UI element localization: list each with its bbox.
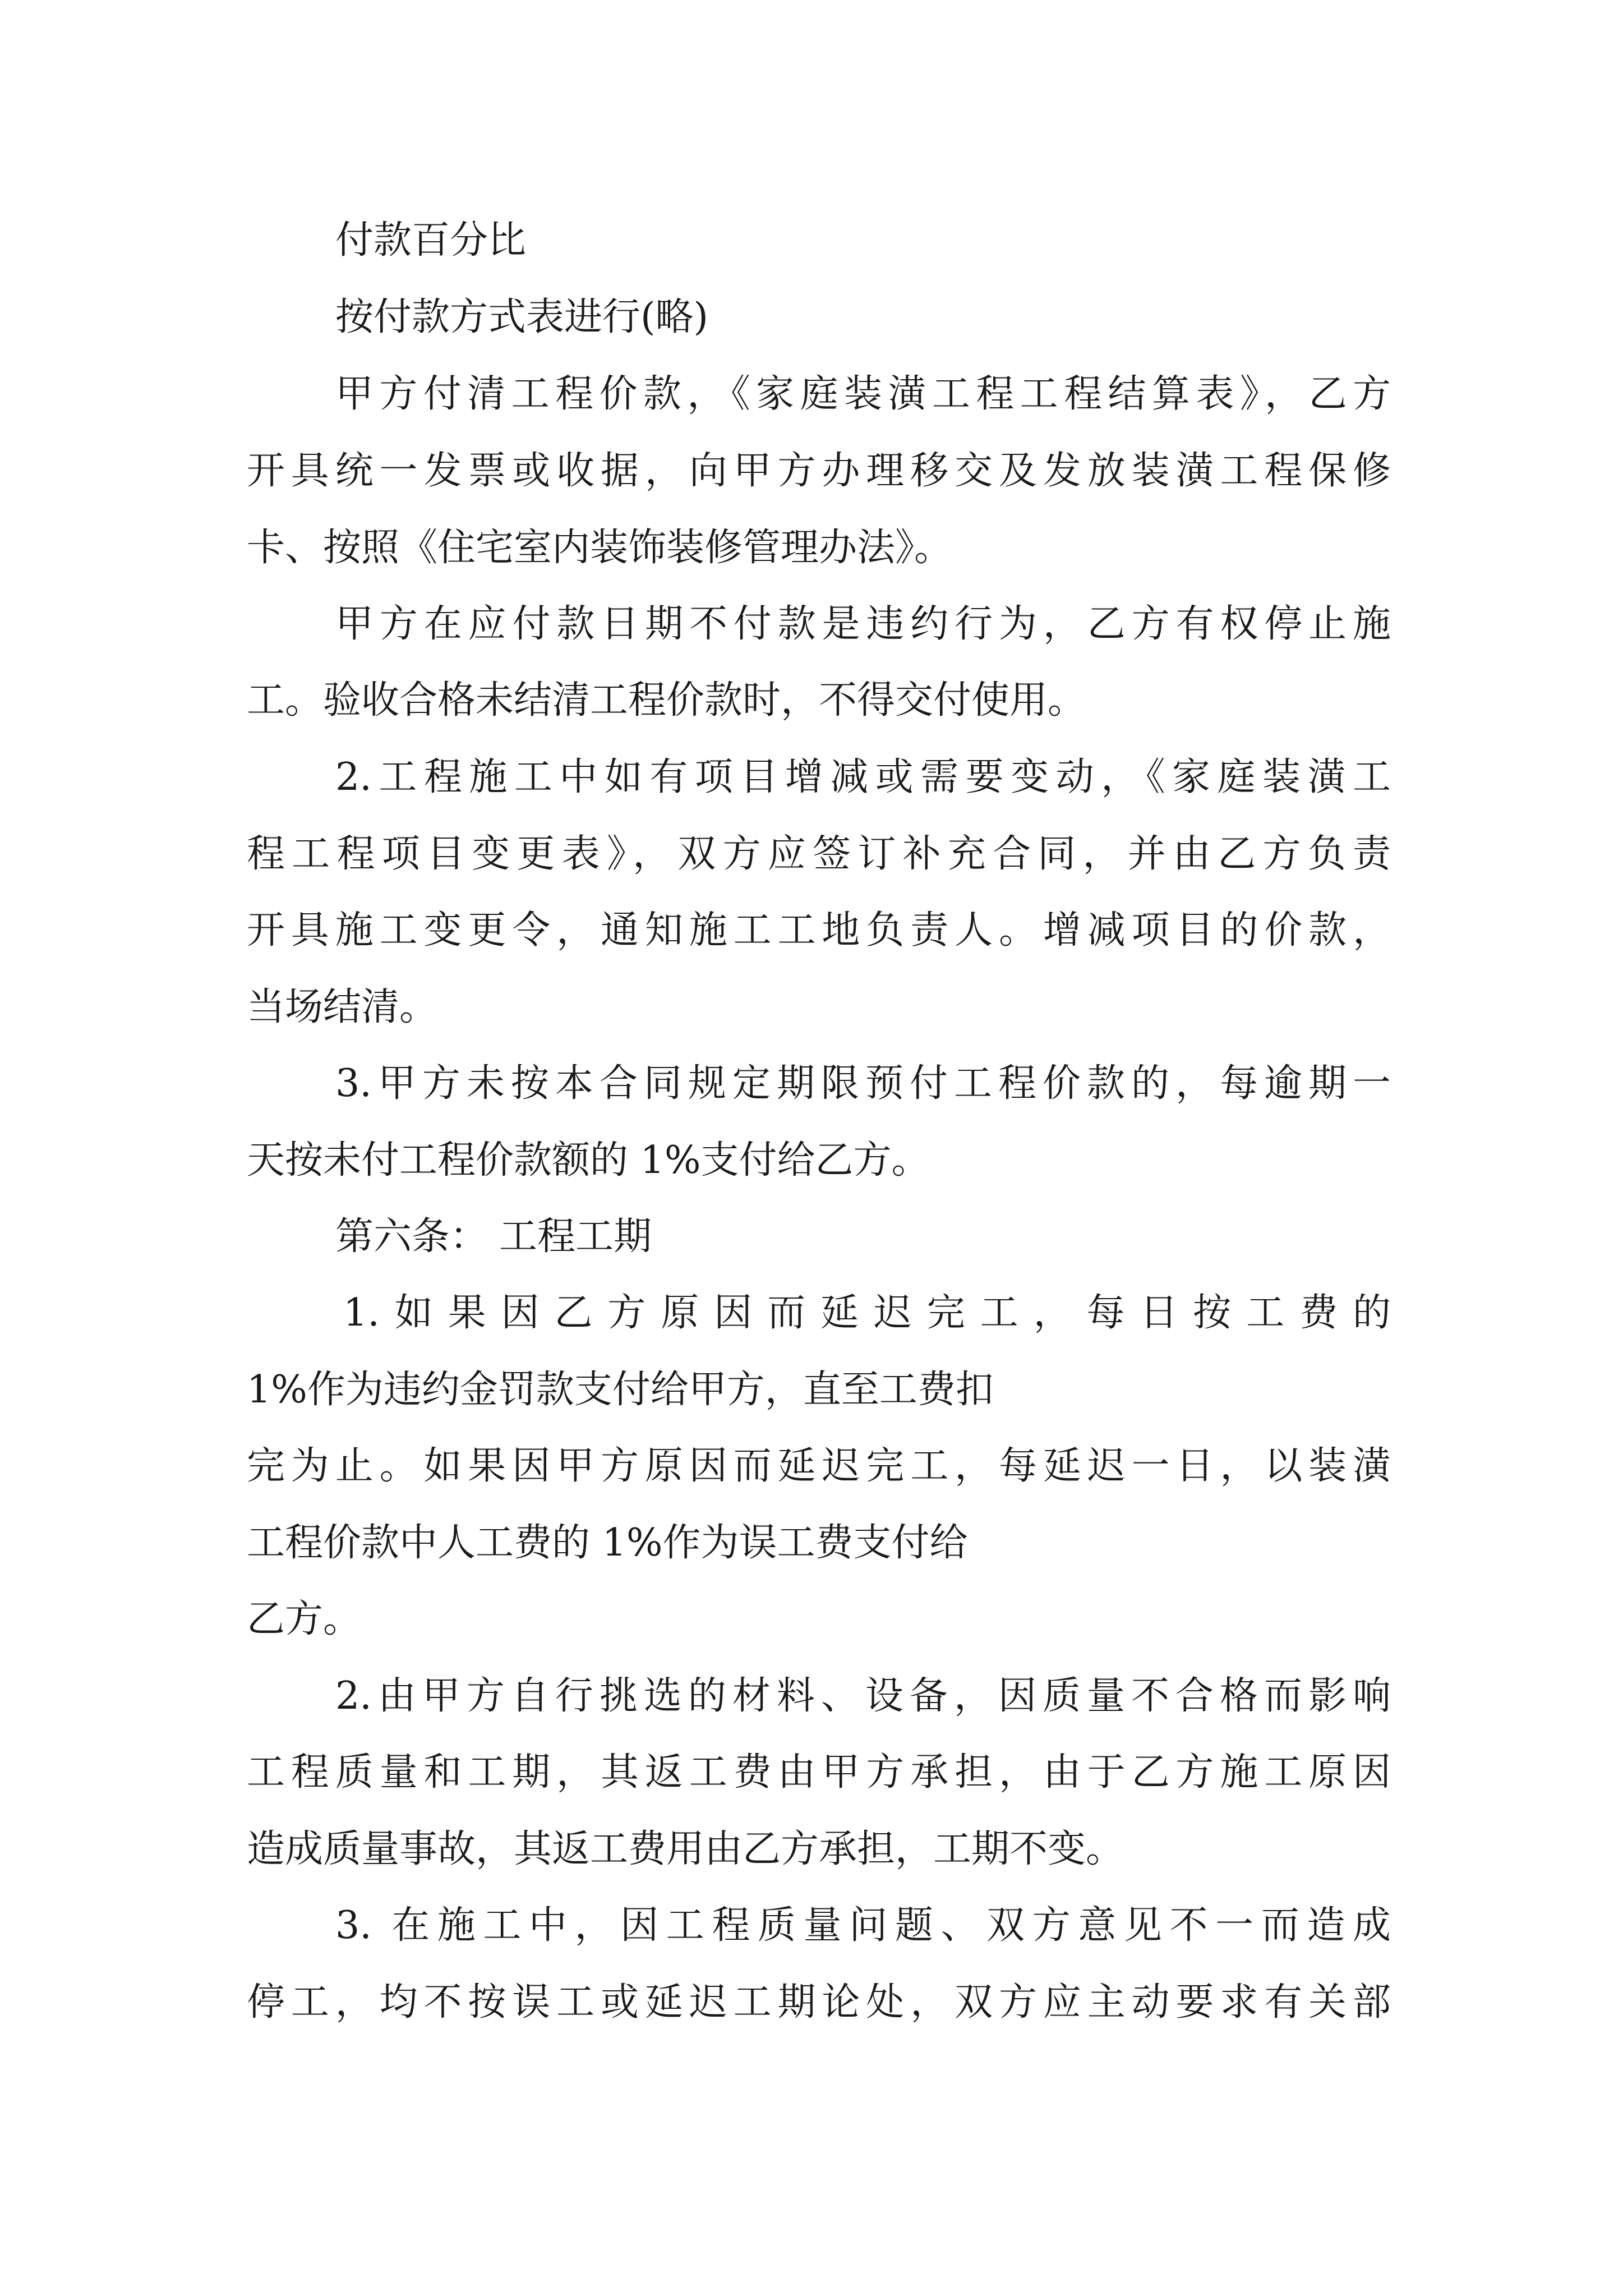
text-line: 卡、按照《住宅室内装饰装修管理办法》。 — [247, 526, 953, 570]
text-line: 3. 在施工中，因工程质量问题、双方意见不一而造成 — [335, 1903, 1391, 1948]
text-line: 甲方在应付款日期不付款是违约行为，乙方有权停止施 — [335, 602, 1391, 646]
text-line — [247, 1521, 1391, 1569]
text-line: 开具统一发票或收据，向甲方办理移交及发放装潢工程保修 — [247, 449, 1391, 493]
text-line — [247, 1368, 1391, 1416]
text-fragment: 第六条： — [335, 1214, 488, 1259]
text-line: 工。验收合格未结清工程价款时，不得交付使用。 — [247, 678, 1086, 723]
text-line: 停工，均不按误工或延迟工期论处，双方应主动要求有关部 — [247, 1980, 1391, 2024]
text-line: 造成质量事故，其返工费用由乙方承担，工期不变。 — [247, 1827, 1124, 1871]
text-fragment: %作为违约金罚款支付给甲方，直至工费扣 — [271, 1368, 994, 1412]
text-fragment: %支付给乙方。 — [664, 1138, 930, 1182]
text-fragment: 工程价款中人工费的 1 — [247, 1521, 626, 1565]
text-line: 1.如果因乙方原因而延迟完工，每日按工费的 — [343, 1291, 1391, 1335]
text-line: 付款百分比 — [335, 218, 527, 263]
text-line: 程工程项目变更表》，双方应签订补充合同，并由乙方负责 — [247, 832, 1391, 876]
text-line — [247, 1138, 1391, 1186]
text-line: 完为止。如果因甲方原因而延迟完工，每延迟一日，以装潢 — [247, 1444, 1391, 1488]
text-fragment: 工程工期 — [499, 1214, 652, 1259]
article-heading — [335, 1214, 1391, 1263]
text-line: 当场结清。 — [247, 985, 438, 1029]
text-fragment: 天按未付工程价款额的 1 — [247, 1138, 665, 1182]
text-line: 2.工程施工中如有项目增减或需要变动，《家庭装潢工 — [335, 755, 1391, 799]
text-line: 3.甲方未按本合同规定期限预付工程价款的，每逾期一 — [335, 1061, 1391, 1106]
text-line: 工程质量和工期，其返工费由甲方承担，由于乙方施工原因 — [247, 1750, 1391, 1795]
text-line: 2.由甲方自行挑选的材料、设备，因质量不合格而影响 — [335, 1674, 1391, 1718]
text-fragment: 1 — [247, 1368, 271, 1412]
text-line: 开具施工变更令，通知施工工地负责人。增减项目的价款， — [247, 908, 1391, 953]
text-line: 按付款方式表进行(略) — [335, 295, 709, 339]
text-fragment: %作为误工费支付给 — [626, 1521, 968, 1565]
text-line: 甲方付清工程价款，《家庭装潢工程工程结算表》，乙方 — [335, 372, 1391, 416]
text-line: 乙方。 — [247, 1597, 362, 1641]
